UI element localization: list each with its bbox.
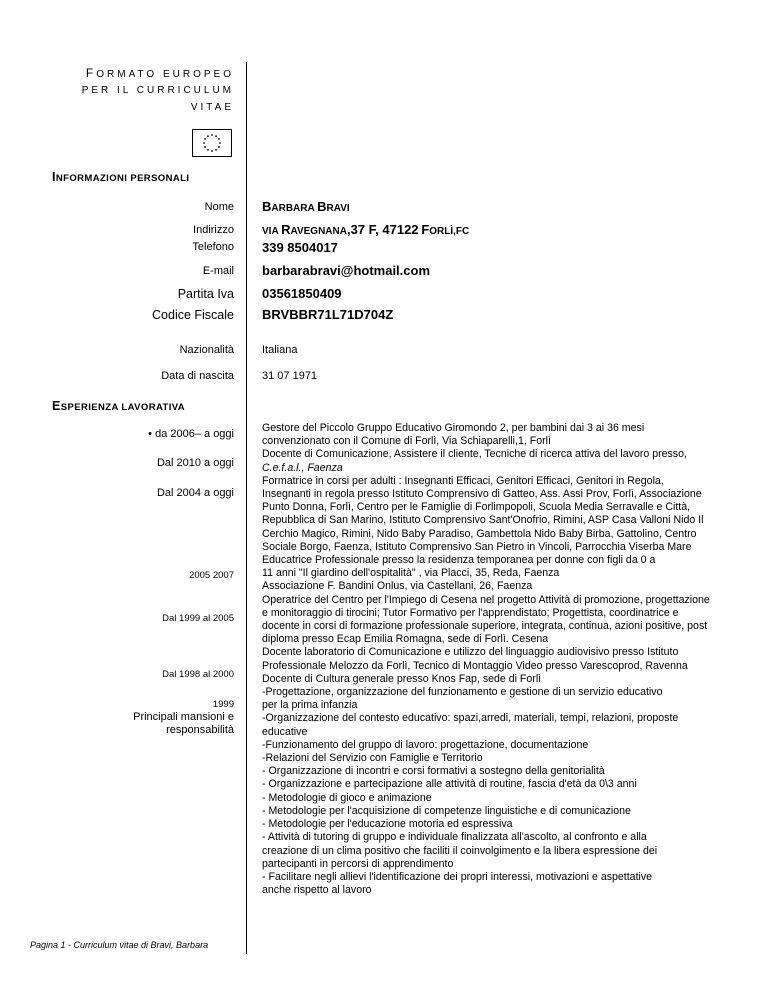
experience-line: educative — [262, 725, 308, 738]
header-line-1: FORMATO EUROPEO — [85, 66, 234, 80]
experience-line: - Metodologie di gioco e animazione — [262, 791, 432, 804]
date-3: Dal 2004 a oggi — [156, 487, 234, 499]
experience-line: - Attività di tutoring di gruppo e individuale finalizzata all'ascolto, al confronto e alla — [262, 831, 647, 844]
date-6: Dal 1998 al 2000 — [162, 669, 234, 680]
experience-line: Gestore del Piccolo Gruppo Educativo Giromondo 2, per bambini dai 3 ai 36 mesi — [262, 422, 645, 434]
experience-line: - Metodologie per l'acquisizione di competenze linguistiche e di comunicazione — [262, 804, 631, 817]
header-line-3: VITAE — [190, 102, 234, 113]
experience-line: - Organizzazione e partecipazione alle attività di routine, fascia d'età da 0\3 anni — [262, 778, 637, 791]
experience-line: Insegnanti in regola presso Istituto Comprensivo di Gatteo, Ass. Assi Prov, Forlì, Associazione — [262, 488, 702, 501]
vertical-rule — [246, 62, 247, 954]
experience-line: - Facilitare negli allievi l'identificazione dei propri interessi, motivazioni e aspettative — [262, 870, 653, 883]
experience-line: - Organizzazione di incontri e corsi formativi a sostegno della genitorialità — [262, 765, 605, 778]
date-1: • da 2006– a oggi — [148, 428, 234, 440]
experience-line: Formatrice in corsi per adulti : Insegnanti Efficaci, Genitori Efficaci, Genitori in Regola, — [262, 474, 664, 487]
nome-value: BARBARA BRAVI — [262, 199, 350, 214]
experience-line: Operatrice del Centro per l'Impiego di Cesena nel progetto Attività di promozione, progettazione — [262, 593, 710, 606]
experience-line: partecipanti in percorsi di apprendimento — [262, 857, 454, 870]
email-value: barbarabravi@hotmail.com — [262, 263, 431, 278]
experience-line: Cerchio Magico, Rimini, Nido Baby Paradiso, Gambettola Nido Baby Birba, Gattolino, Centro — [262, 527, 697, 540]
experience-line: Docente laboratorio di Comunicazione e utilizzo del linguaggio audiovisivo presso Istituto — [262, 646, 679, 659]
telefono-label: Telefono — [192, 241, 234, 253]
experience-line: -Organizzazione del contesto educativo: spazi,arredi, materiali, tempi, relazioni, proposte — [262, 712, 679, 725]
header-line-2: PER IL CURRICULUM — [81, 85, 234, 96]
experience-line: Docente di Cultura generale presso Knos Fap, sede di Forlì — [262, 672, 542, 685]
data-nascita-value: 31 07 1971 — [262, 370, 318, 382]
date-2: Dal 2010 a oggi — [156, 457, 234, 469]
partita-iva-value: 03561850409 — [262, 286, 342, 301]
nome-label: Nome — [204, 201, 234, 213]
data-nascita-label: Data di nascita — [161, 370, 234, 382]
experience-line: anche rispetto al lavoro — [262, 884, 372, 897]
section-work-experience: ESPERIENZA LAVORATIVA — [52, 399, 186, 413]
codice-fiscale-value: BRVBBR71L71D704Z — [262, 307, 394, 322]
experience-line: Punto Donna, Forlì, Centro per le Famiglie di Forlimpopoli, Scuola Media Serravalle e Città, — [262, 501, 691, 514]
experience-line: per la prima infanzia — [262, 699, 358, 712]
nazionalita-label: Nazionalità — [179, 344, 234, 356]
experience-line: C.e.f.a.l., Faenza — [262, 461, 343, 474]
date-4: 2005 2007 — [189, 570, 234, 581]
experience-line: Educatrice Professionale presso la residenza temporanea per donne con figli da 0 a — [262, 554, 656, 567]
experience-text — [262, 422, 722, 897]
experience-line: diploma presso Ecap Emilia Romagna, sede di Forlì. Cesena — [262, 633, 549, 646]
experience-line: - Metodologie per l'educazione motoria ed espressiva — [262, 818, 513, 831]
experience-line: -Relazioni del Servizio con Famiglie e Territorio — [262, 752, 483, 765]
principali-mansioni-label: Principali mansioni e responsabilità — [133, 711, 234, 736]
telefono-value: 339 8504017 — [262, 240, 338, 255]
experience-line: creazione di un clima positivo che faciliti il coinvolgimento e la libera espressione dei — [262, 844, 658, 857]
experience-line: Associazione F. Bandini Onlus, via Castellani, 26, Faenza — [262, 580, 533, 593]
indirizzo-label: Indirizzo — [193, 224, 234, 236]
email-label: E-mail — [202, 265, 234, 277]
indirizzo-value: VIA RAVEGNANA,37 F, 47122 FORLÌ,FC — [262, 222, 470, 237]
experience-line: Sociale Borgo, Faenza, Istituto Comprensivo San Pietro in Vincoli, Parrocchia Viserba Mare — [262, 540, 692, 553]
experience-line: Professionale Melozzo da Forlì, Tecnico di Montaggio Video presso Varescoprod, Ravenna — [262, 659, 688, 672]
experience-line: docente in corsi di formazione professionale superiore, integrata, continua, azioni positive, post — [262, 620, 708, 633]
experience-line: Docente di Comunicazione, Assistere il cliente, Tecniche di ricerca attiva del lavoro presso, — [262, 448, 687, 461]
experience-line: 11 anni "Il giardino dell'ospitalità" , via Placci, 35, Reda, Faenza — [262, 567, 560, 580]
experience-line: e monitoraggio di tirocini; Tutor Formativo per l'apprendistato; Progettista, coordinatrice e — [262, 606, 679, 619]
date-5: Dal 1999 al 2005 — [162, 613, 234, 624]
experience-line: convenzionato con il Comune di Forlì, Via Schiaparelli,1, Forlì — [262, 435, 551, 448]
section-personal-info: INFORMAZIONI PERSONALI — [52, 170, 190, 184]
experience-line: -Progettazione, organizzazione del funzionamento e gestione di un servizio educativo — [262, 686, 663, 699]
nazionalita-value: Italiana — [262, 344, 298, 356]
experience-line: Repubblica di San Marino, Istituto Comprensivo Sant'Onofrio, Rimini, ASP Casa Valloni Nido Il — [262, 514, 704, 527]
page-footer: Pagina 1 - Curriculum vitae di Bravi, Barbara — [30, 940, 209, 950]
experience-line: -Funzionamento del gruppo di lavoro: progettazione, documentazione — [262, 738, 589, 751]
eu-flag-icon — [192, 129, 232, 157]
date-7: 1999 — [212, 699, 234, 710]
partita-iva-label: Partita Iva — [177, 287, 234, 301]
codice-fiscale-label: Codice Fiscale — [152, 308, 234, 322]
